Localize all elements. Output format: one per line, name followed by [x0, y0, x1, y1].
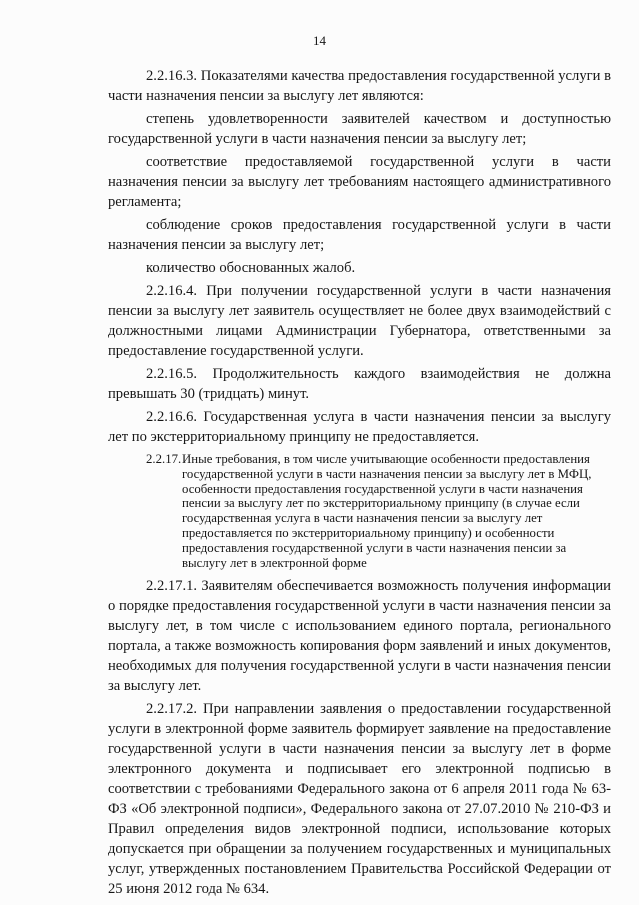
- paragraph-2-2-16-6: 2.2.16.6. Государственная услуга в части назначения пенсии за выслугу лет по экстерриториальному принципу не предоставляется.: [108, 409, 611, 445]
- paragraph-criterion-deadlines: соблюдение сроков предоставления государственной услуги в части назначения пенсии за выслугу лет;: [108, 217, 611, 253]
- section-heading-2-2-17: [108, 452, 611, 570]
- paragraph-criterion-satisfaction: степень удовлетворенности заявителей качеством и доступностью государственной услуги в части назначения пенсии за выслугу лет;: [108, 111, 611, 147]
- paragraph-2-2-16-4: 2.2.16.4. При получении государственной услуги в части назначения пенсии за выслугу лет заявитель осуществляет не более двух взаимодействий с должностными лицами Администрации Губернатора, ответственными за предоставление государственной услуги.: [108, 283, 611, 359]
- page-number: 14: [313, 33, 326, 48]
- paragraph-2-2-17-1: 2.2.17.1. Заявителям обеспечивается возможность получения информации о порядке предоставления государственной услуги в части назначения пенсии за выслугу лет, в том числе с использованием единого портала, регионального портала, а также возможность копирования форм заявлений и иных документов, необходимых для получения государственной услуги в части назначения пенсии за выслугу лет.: [108, 578, 611, 695]
- paragraph-criterion-complaints: количество обоснованных жалоб.: [146, 260, 356, 276]
- section-heading-text: Иные требования, в том числе учитывающие особенности предоставления государственной услуги в части назначения пенсии за выслугу лет в МФЦ, особенности предоставления государственной услуги в части назначения пенсии за выслугу лет по экстерриториальному принципу (в случае если государственная услуга в части назначения пенсии за выслугу лет предоставляется по экстерриториальному принципу) и особенности предоставления государственной услуги в части назначения пенсии за выслугу лет в электронной форме: [182, 452, 592, 570]
- paragraph-2-2-16-5: 2.2.16.5. Продолжительность каждого взаимодействия не должна превышать 30 (тридцать) минут.: [108, 366, 611, 402]
- section-heading-number: 2.2.17.: [146, 452, 182, 466]
- paragraph-criterion-compliance: соответствие предоставляемой государственной услуги в части назначения пенсии за выслугу лет требованиям настоящего административного регламента;: [108, 154, 611, 210]
- document-body: [108, 66, 611, 902]
- paragraph-2-2-16-3: 2.2.16.3. Показателями качества предоставления государственной услуги в части назначения пенсии за выслугу лет являются:: [108, 68, 611, 104]
- paragraph-2-2-17-2: 2.2.17.2. При направлении заявления о предоставлении государственной услуги в электронной форме заявитель формирует заявление на предоставление государственной услуги в части назначения пенсии за выслугу лет в форме электронного документа и подписывает его электронной подписью в соответствии с требованиями Федерального закона от 6 апреля 2011 года № 63-ФЗ «Об электронной подписи», Федерального закона от 27.07.2010 № 210-ФЗ и Правил определения видов электронной подписи, использование которых допускается при обращении за получением государственных и муниципальных услуг, утвержденных постановлением Правительства Российской Федерации от 25 июня 2012 года № 634.: [108, 701, 611, 898]
